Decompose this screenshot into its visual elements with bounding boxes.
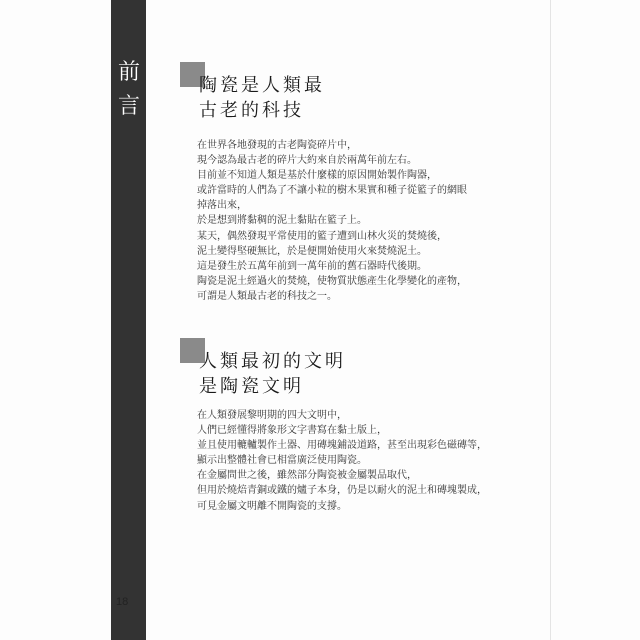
paragraph-line: 在世界各地發現的古老陶瓷碎片中， <box>197 140 357 151</box>
paragraph-line: 某天，偶然發現平常使用的籃子遭到山林火災的焚燒後， <box>197 230 447 242</box>
paragraph-line: 但用於燒焙青銅或鐵的爐子本身，仍是以耐火的泥土和磚塊製成， <box>197 485 487 497</box>
paragraph-line: 可見金屬文明離不開陶瓷的支撐。 <box>197 500 347 512</box>
heading-line: 陶瓷是人類最 <box>199 75 325 96</box>
paragraph-line: 顯示出整體社會已相當廣泛使用陶瓷。 <box>197 455 367 467</box>
paragraph-line: 目前並不知道人類是基於什麼樣的原因開始製作陶器， <box>197 170 437 182</box>
page-number: 18 <box>116 596 129 608</box>
side-title-char: 前 <box>117 60 140 85</box>
paragraph-line: 在金屬問世之後，雖然部分陶瓷被金屬製品取代， <box>197 470 417 482</box>
paragraph-line: 這是發生於五萬年前到一萬年前的舊石器時代後期。 <box>197 260 427 272</box>
heading-line: 是陶瓷文明 <box>199 376 304 397</box>
paragraph-line: 陶瓷是泥土經過火的焚燒，使物質狀態產生化學變化的產物， <box>197 275 467 287</box>
heading-line: 人類最初的文明 <box>199 351 346 372</box>
side-title <box>117 56 141 124</box>
paragraph-line: 泥土變得堅硬無比，於是便開始使用火來焚燒泥土。 <box>197 245 427 257</box>
section-heading <box>199 349 346 399</box>
paragraph-line: 現今認為最古老的碎片大約來自於兩萬年前左右。 <box>197 155 417 167</box>
page-edge <box>550 0 551 640</box>
paragraph-line: 或許當時的人們為了不讓小粒的樹木果實和種子從籃子的網眼 <box>197 185 467 197</box>
paragraph-line: 於是想到將黏稠的泥土黏貼在籃子上。 <box>197 215 367 227</box>
section-heading <box>199 73 325 123</box>
heading-line: 古老的科技 <box>199 100 304 121</box>
paragraph-line: 人們已經懂得將象形文字書寫在黏土版上， <box>197 425 387 437</box>
paragraph-line: 掉落出來， <box>197 200 247 212</box>
paragraph-line: 並且使用轆轤製作土器、用磚塊鋪設道路，甚至出現彩色磁磚等， <box>197 440 487 452</box>
paragraph-line: 可謂是人類最古老的科技之一。 <box>197 290 337 302</box>
side-title-char: 言 <box>117 94 140 119</box>
section-paragraph <box>197 408 487 514</box>
section-paragraph <box>197 138 467 304</box>
paragraph-line: 在人類發展黎明期的四大文明中， <box>197 410 347 421</box>
